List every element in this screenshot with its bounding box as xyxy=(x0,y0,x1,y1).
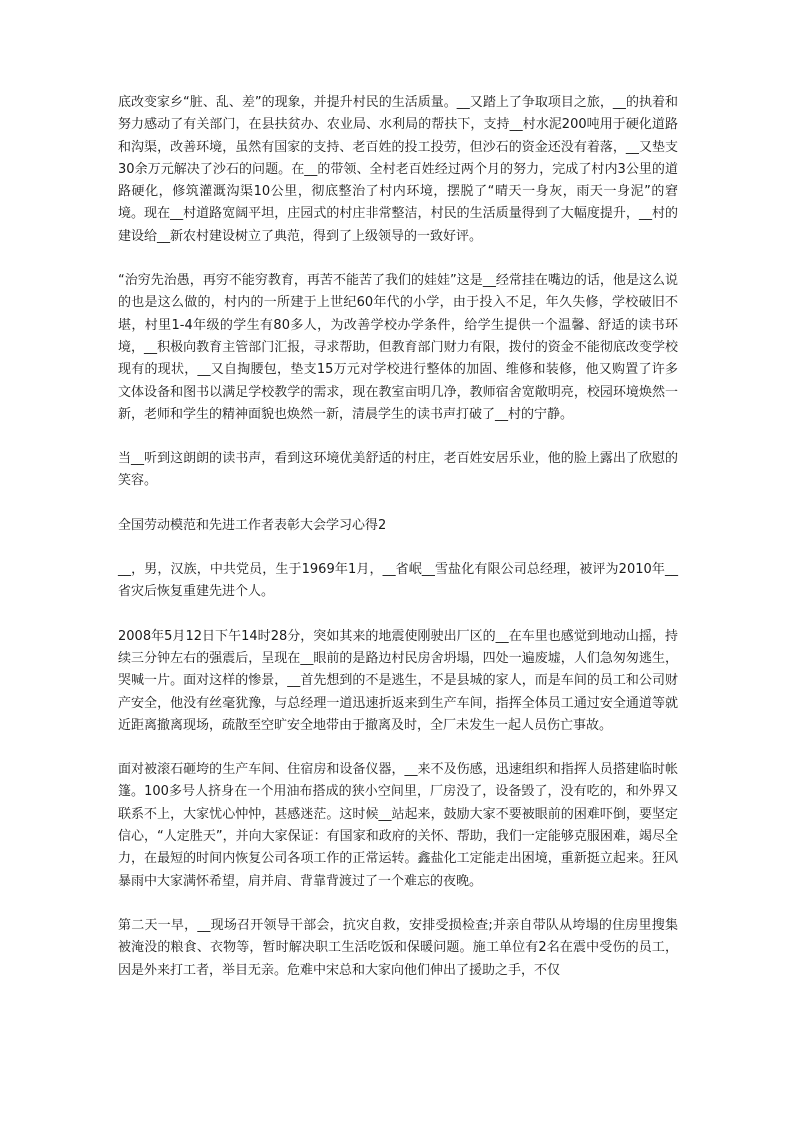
paragraph-temporary-tents: 面对被滚石砸垮的生产车间、住宿房和设备仪器，__来不及伤感，迅速组织和指挥人员搭建临时帐篷。100多号人挤身在一个用油布搭成的狭小空间里，厂房没了，设备毁了，没有吃的，和外界又联系不上，大家忧心忡忡，甚感迷茫。这时候__站起来，鼓励大家不要被眼前的困难吓倒，要坚定信心，“人定胜天”，并向大家保证：有国家和政府的关怀、帮助，我们一定能够克服困难，竭尽全力，在最短的时间内恢复公司各项工作的正常运转。鑫盐化工定能走出困境，重新挺立起来。狂风暴雨中大家满怀希望，肩并肩、背靠背渡过了一个难忘的夜晚。 xyxy=(118,762,678,889)
section-heading: 全国劳动模范和先进工作者表彰大会学习心得2 xyxy=(118,517,387,533)
document-page xyxy=(118,92,678,1004)
paragraph-earthquake: 2008年5月12日下午14时28分，突如其来的地震使刚驶出厂区的__在车里也感觉到地动山摇，持续三分钟左右的强震后，呈现在__眼前的是路边村民房舍坍塌，四处一遍废墟，人们急匆匆逃生，哭喊一片。面对这样的惨景，__首先想到的不是逃生，不是县城的家人，而是车间的员工和公司财产安全，他没有丝毫犹豫，与总经理一道迅速折返来到生产车间，指挥全体员工通过安全通道等就近距离撤离现场，疏散至空旷安全地带由于撤离及时，全厂未发生一起人员伤亡事故。 xyxy=(118,628,678,733)
paragraph-village-roads: 底改变家乡“脏、乱、差”的现象，并提升村民的生活质量。__又踏上了争取项目之旅，__的执着和努力感动了有关部门，在县扶贫办、农业局、水利局的帮扶下，支持__村水泥200吨用于硬化道路和沟渠，改善环境，虽然有国家的支持、老百姓的投工投劳，但沙石的资金还没有着落，__又垫支30余万元解决了沙石的问题。在__的带领、全村老百姓经过两个月的努力，完成了村内3公里的道路硬化，修筑灌溉沟渠10公里，彻底整治了村内环境，摆脱了“晴天一身灰，雨天一身泥”的窘境。现在__村道路宽阔平坦，庄园式的村庄非常整洁，村民的生活质量得到了大幅度提升，__村的建设给__新农村建设树立了典范，得到了上级领导的一致好评。 xyxy=(118,95,678,244)
paragraph-profile: __，男，汉族，中共党员，生于1969年1月，__省岷__雪盐化有限公司总经理，被评为2010年__省灾后恢复重建先进个人。 xyxy=(118,562,678,600)
paragraph-school-renovation: “治穷先治愚，再穷不能穷教育，再苦不能苦了我们的娃娃”这是__经常挂在嘴边的话，他是这么说的也是这么做的，村内的一所建于上世纪60年代的小学，由于投入不足，年久失修，学校破旧不堪，村里1-4年级的学生有80多人，为改善学校办学条件，给学生提供一个温馨、舒适的读书环境，__积极向教育主管部门汇报，寻求帮助，但教育部门财力有限，拨付的资金不能彻底改变学校现有的现状，__又自掏腰包，垫支15万元对学校进行整体的加固、维修和装修，他又购置了许多文体设备和图书以满足学校教学的需求，现在教室亩明几净，教师宿舍宽敞明亮，校园环境焕然一新，老师和学生的精神面貌也焕然一新，清晨学生的读书声打破了__村的宁静。 xyxy=(118,273,678,422)
paragraph-reading-voice: 当__听到这朗朗的读书声，看到这环境优美舒适的村庄，老百姓安居乐业，他的脸上露出了欣慰的笑容。 xyxy=(118,451,678,489)
paragraph-next-day: 第二天一早，__现场召开领导干部会，抗灾自救，安排受损检查;并亲自带队从垮塌的住房里搜集被淹没的粮食、衣物等，暂时解决职工生活吃饭和保暖问题。施工单位有2名在震中受伤的员工，因是外来打工者，举目无亲。危难中宋总和大家向他们伸出了援助之手，不仅 xyxy=(118,917,678,978)
